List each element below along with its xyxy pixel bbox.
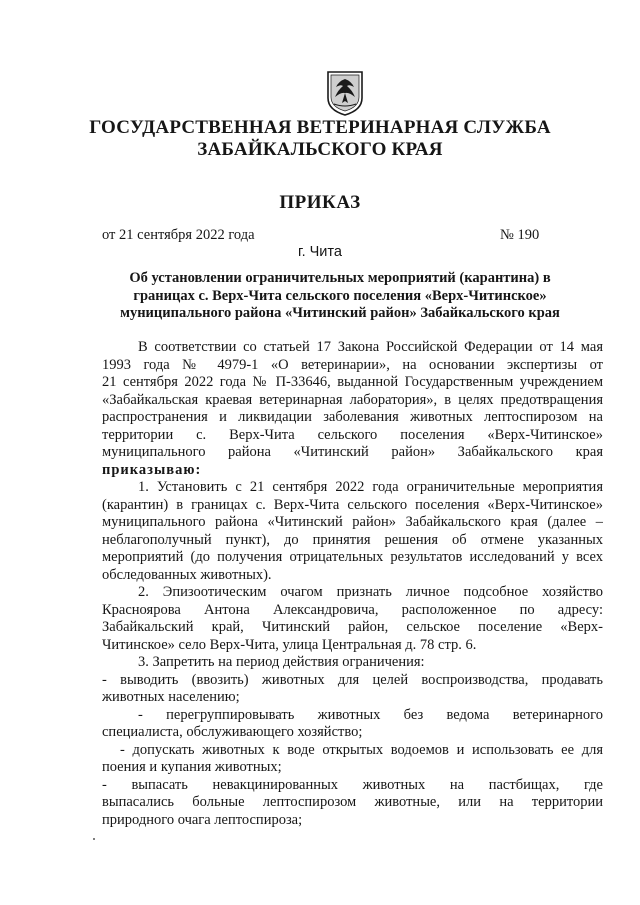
document-date: от 21 сентября 2022 года xyxy=(102,227,255,243)
body-line: специалиста, обслуживающего хозяйство; xyxy=(102,724,363,740)
scan-speck xyxy=(93,838,95,840)
body-line: территории с. Верх-Чита сельского поселения «Верх-Читинское» xyxy=(102,426,603,443)
body-line: - перегруппировывать животных без ведома ветеринарного xyxy=(138,706,603,723)
document-number: № 190 xyxy=(500,227,540,243)
body-line: 21 сентября 2022 года № П-33646, выданной Государственным учреждением xyxy=(102,374,603,390)
body-line: природного очага лептоспироза; xyxy=(102,811,303,828)
body-line: 2. Эпизоотическим очагом признать личное подсобное хозяйство xyxy=(138,584,603,600)
body-line: распространения и ликвидации заболевания животных лептоспирозом на xyxy=(102,409,603,425)
document-type-heading: ПРИКАЗ xyxy=(279,192,361,213)
body-line: 3. Запретить на период действия ограничения: xyxy=(138,654,425,670)
body-line: Забайкальский край, Читинский район, сельское поселение «Верх- xyxy=(102,619,603,635)
body-line: мероприятий (до получения отрицательных результатов исследований у всех xyxy=(102,549,603,565)
body-line: выпасались больные лептоспирозом животные, или на территории xyxy=(102,794,603,810)
body-line: Читинское» село Верх-Чита, улица Центральная д. 78 стр. 6. xyxy=(102,636,477,653)
body-line: муниципального района «Читинский район» Забайкальского края xyxy=(102,444,603,460)
title-line: Об установлении ограничительных мероприятий (карантина) в xyxy=(129,270,551,286)
body-line: животных населению; xyxy=(102,689,240,705)
body-line: «Забайкальская краевая ветеринарная лаборатория», в целях предотвращения xyxy=(102,391,603,408)
body-line: - выводить (ввозить) животных для целей воспроизводства, продавать xyxy=(102,671,603,688)
body-line: В соответствии со статьей 17 Закона Российской Федерации от 14 мая xyxy=(138,339,603,355)
body-line: неблагополучный пункт), до принятия решения об отмене указанных xyxy=(102,531,603,548)
coat-of-arms-emblem xyxy=(326,70,364,116)
document-body xyxy=(102,339,603,829)
title-line: муниципального района «Читинский район» Забайкальского края xyxy=(120,305,560,321)
body-line: поения и купания животных; xyxy=(102,759,282,775)
title-line: границах с. Верх-Чита сельского поселения «Верх-Читинское» xyxy=(133,287,547,304)
body-line: 1. Установить с 21 сентября 2022 года ограничительные мероприятия xyxy=(138,479,603,495)
body-line: 1993 года № 4979-1 «О ветеринарии», на основании экспертизы от xyxy=(102,356,603,373)
body-line: - допускать животных к воде открытых водоемов и использовать ее для xyxy=(120,741,603,758)
organization-name-line-2: ЗАБАЙКАЛЬСКОГО КРАЯ xyxy=(197,139,443,160)
body-line: муниципального района «Читинский район» Забайкальского края (далее – xyxy=(102,514,603,530)
document-title xyxy=(120,270,560,323)
document-city: г. Чита xyxy=(298,244,342,260)
body-line: обследованных животных). xyxy=(102,566,272,583)
body-line: Красноярова Антона Александровича, расположенное по адресу: xyxy=(102,601,603,618)
order-verb: приказываю: xyxy=(102,461,202,478)
organization-name-line-1: ГОСУДАРСТВЕННАЯ ВЕТЕРИНАРНАЯ СЛУЖБА xyxy=(89,117,551,138)
body-line: - выпасать невакцинированных животных на пастбищах, где xyxy=(102,776,603,793)
body-line: (карантин) в границах с. Верх-Чита сельского поселения «Верх-Читинское» xyxy=(102,496,603,513)
